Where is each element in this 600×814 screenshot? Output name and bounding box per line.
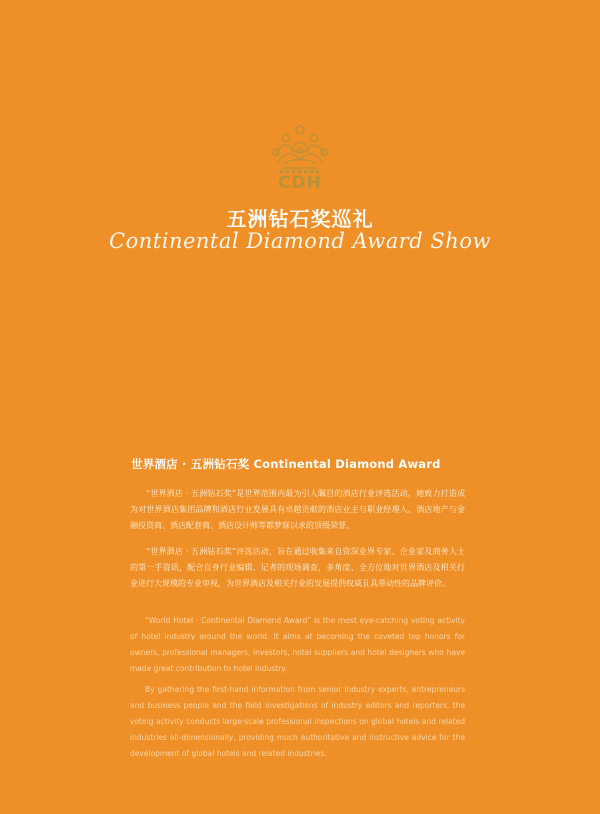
paragraph-en-1: “World Hotel · Continental Diamond Award” is the most eye-catching voting activity of hotel industry around the world. It aims at becoming the coveted top honors for owners, professional managers, investors, hotel suppliers and hotel designers who have made great contribution to hotel industry.: [130, 616, 465, 673]
section-heading: 世界酒店 · 五洲钻石奖 Continental Diamond Award: [131, 457, 441, 471]
paragraph-cn-1: “世界酒店 · 五洲钻石奖”是世界范围内最为引人瞩目的酒店行业评选活动，她致力打造成为对世界酒店集团品牌和酒店行业发展具有卓越贡献的酒店业主与职业经理人、酒店地产与金融投资商、酒店配套商、酒店设计师等都梦寐以求的顶级荣誉。: [130, 489, 465, 530]
paragraph-cn-2: “世界酒店 · 五洲钻石奖”评选活动，旨在通过收集来自资深业界专家、企业家及商务人士的第一手资讯，配合自身行业编辑、记者的现场调查，多角度、全方位地对世界酒店及相关行业进行大规模的专业审视，为世界酒店及相关行业的发展提供权威且具带动性的品牌评价。: [130, 547, 465, 588]
page-title: 五洲钻石奖巡礼: [226, 207, 374, 231]
logo-text: CDH: [278, 173, 322, 193]
paragraph-en-2: By gathering the first-hand information from senior industry experts, entrepreneurs and business people and the field investigations of industry editors and reporters, the voting activity conducts large-scale professional inspections on global hotels and related industries all-dimensionally, providing much authoritative and instructive advice for the development of global hotels and related industries.: [130, 685, 465, 758]
page-subtitle: Continental Diamond Award Show: [109, 229, 491, 253]
